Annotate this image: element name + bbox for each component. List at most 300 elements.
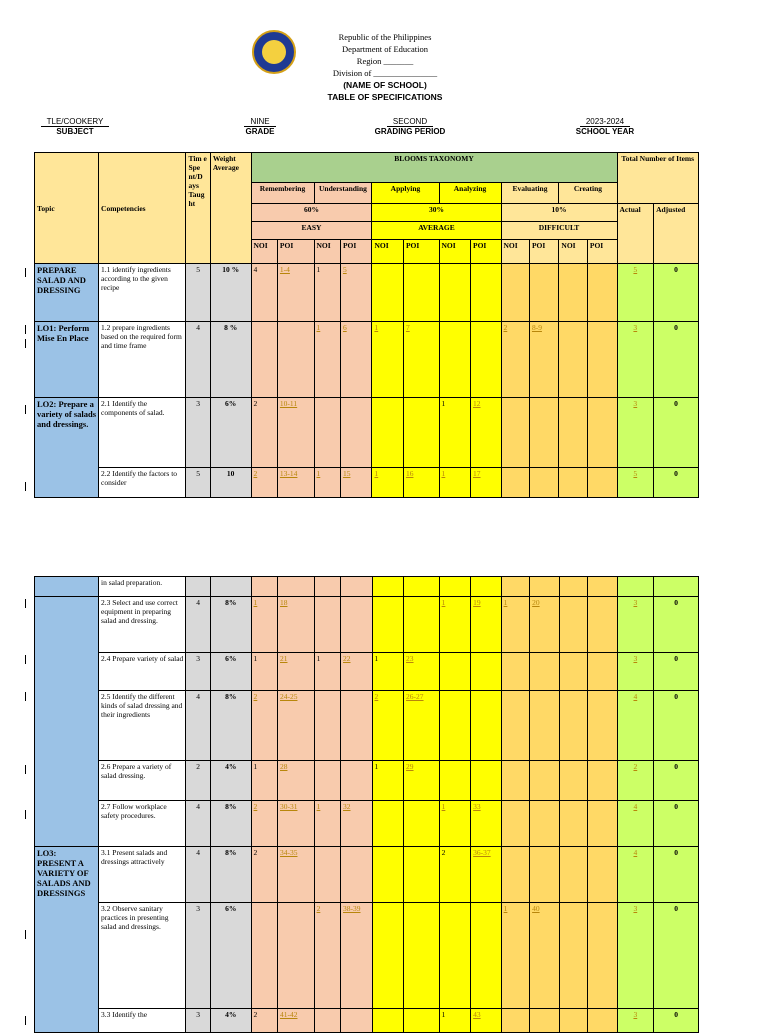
header-division: Division of _______________ xyxy=(332,68,438,78)
noi-cell xyxy=(251,322,277,398)
col-time-header: Tim e Spe nt/D ays Taug ht xyxy=(186,153,210,264)
poi-cell xyxy=(404,847,440,903)
period-label: GRADING PERIOD xyxy=(374,127,446,136)
noi-cell: 1 xyxy=(501,903,529,1009)
adjusted-cell: 0 xyxy=(654,597,699,653)
easy-label: EASY xyxy=(251,222,372,240)
table-row xyxy=(35,903,699,1009)
noi-cell xyxy=(501,761,529,801)
table-row xyxy=(35,468,699,498)
time-spent-cell xyxy=(186,577,210,597)
noi-cell: 2 xyxy=(251,398,277,468)
noi-cell xyxy=(559,903,587,1009)
noi-cell xyxy=(559,801,587,847)
poi-cell xyxy=(530,1009,559,1033)
poi-cell xyxy=(471,761,502,801)
noi-cell xyxy=(501,264,529,322)
poi-cell: 13-14 xyxy=(277,468,314,498)
poi-cell xyxy=(404,597,440,653)
noi-cell xyxy=(501,468,529,498)
competency-cell: 3.2 Observe sanitary practices in presenting salad and dressings. xyxy=(99,903,186,1009)
poi-cell: 41-42 xyxy=(277,1009,314,1033)
poi-cell: 8-9 xyxy=(529,322,558,398)
time-spent-cell: 4 xyxy=(186,597,210,653)
noi-cell: 2 xyxy=(251,847,277,903)
noi-header: NOI xyxy=(251,240,277,264)
poi-cell xyxy=(588,691,617,761)
table-row xyxy=(35,577,699,597)
poi-cell: 18 xyxy=(277,597,314,653)
poi-cell: 30-31 xyxy=(277,801,314,847)
poi-cell: 1-4 xyxy=(277,264,314,322)
actual-cell: 4 xyxy=(617,691,654,761)
noi-cell: 1 xyxy=(439,468,471,498)
poi-cell xyxy=(404,801,440,847)
poi-cell: 33 xyxy=(471,801,502,847)
weight-cell: 4% xyxy=(210,1009,251,1033)
subject-block xyxy=(30,117,120,136)
poi-cell xyxy=(341,761,373,801)
poi-cell xyxy=(530,801,559,847)
noi-cell xyxy=(559,691,587,761)
poi-cell: 6 xyxy=(340,322,372,398)
noi-cell: 2 xyxy=(501,322,529,398)
year-value: 2023-2024 xyxy=(580,117,630,127)
noi-cell xyxy=(501,801,529,847)
poi-cell xyxy=(530,653,559,691)
noi-cell: 1 xyxy=(314,264,340,322)
noi-cell xyxy=(251,903,277,1009)
noi-cell: 4 xyxy=(251,264,277,322)
margin-change-bar xyxy=(25,325,26,334)
noi-cell xyxy=(439,264,471,322)
noi-cell xyxy=(314,597,340,653)
table-row xyxy=(35,847,699,903)
poi-cell xyxy=(529,468,558,498)
poi-cell xyxy=(341,691,373,761)
actual-cell: 5 xyxy=(617,468,654,498)
weight-cell: 10 % xyxy=(210,264,251,322)
poi-cell xyxy=(588,847,617,903)
margin-change-bar xyxy=(25,765,26,774)
grade-value: NINE xyxy=(244,117,275,127)
margin-change-bar xyxy=(25,599,26,608)
topic-cell xyxy=(35,597,99,847)
adjusted-cell: 0 xyxy=(654,264,699,322)
adjusted-header: Adjusted xyxy=(654,204,699,264)
actual-cell: 2 xyxy=(617,761,654,801)
adjusted-cell: 0 xyxy=(654,801,699,847)
actual-cell: 3 xyxy=(617,653,654,691)
actual-cell xyxy=(617,577,654,597)
competency-cell: 2.4 Prepare variety of salad xyxy=(99,653,186,691)
noi-cell xyxy=(372,801,404,847)
noi-header: NOI xyxy=(372,240,404,264)
applying-header: Applying xyxy=(372,183,439,204)
noi-cell: 2 xyxy=(439,847,471,903)
margin-change-bar xyxy=(25,810,26,819)
actual-cell: 4 xyxy=(617,801,654,847)
poi-cell xyxy=(471,653,502,691)
table-row xyxy=(35,597,699,653)
noi-cell xyxy=(314,1009,340,1033)
poi-cell xyxy=(277,322,314,398)
margin-change-bar xyxy=(25,930,26,939)
noi-cell: 1 xyxy=(314,801,340,847)
poi-header: POI xyxy=(277,240,314,264)
adjusted-cell: 0 xyxy=(654,398,699,468)
poi-cell: 34-35 xyxy=(277,847,314,903)
poi-header: POI xyxy=(587,240,617,264)
noi-cell xyxy=(372,903,404,1009)
margin-change-bar xyxy=(25,655,26,664)
weight-cell: 6% xyxy=(210,653,251,691)
adjusted-cell: 0 xyxy=(654,761,699,801)
weight-cell: 4% xyxy=(210,761,251,801)
poi-cell: 26-27 xyxy=(404,691,440,761)
actual-cell: 3 xyxy=(617,322,654,398)
easy-percent: 60% xyxy=(251,204,372,222)
margin-change-bar xyxy=(25,405,26,414)
margin-change-bar xyxy=(25,268,26,277)
poi-cell xyxy=(588,1009,617,1033)
weight-cell: 8% xyxy=(210,847,251,903)
time-spent-cell: 3 xyxy=(186,398,210,468)
margin-change-bar xyxy=(25,692,26,701)
noi-cell xyxy=(439,691,471,761)
remembering-header: Remembering xyxy=(251,183,314,204)
time-spent-cell: 3 xyxy=(186,653,210,691)
subject-label: SUBJECT xyxy=(56,127,94,136)
table-row xyxy=(35,322,699,398)
actual-cell: 3 xyxy=(617,1009,654,1033)
specification-table-page1 xyxy=(34,152,699,498)
weight-cell: 8% xyxy=(210,691,251,761)
noi-cell: 1 xyxy=(439,597,471,653)
average-label: AVERAGE xyxy=(372,222,501,240)
poi-cell: 21 xyxy=(277,653,314,691)
poi-cell xyxy=(587,322,617,398)
poi-cell xyxy=(588,761,617,801)
poi-header: POI xyxy=(340,240,372,264)
poi-cell xyxy=(471,903,502,1009)
noi-cell: 1 xyxy=(439,1009,471,1033)
poi-cell xyxy=(341,847,373,903)
col-weight-header: Weight Average xyxy=(210,153,251,264)
competency-cell: in salad preparation. xyxy=(99,577,186,597)
grade-block xyxy=(230,117,290,136)
poi-header: POI xyxy=(529,240,558,264)
poi-cell xyxy=(341,597,373,653)
poi-header: POI xyxy=(471,240,501,264)
poi-cell: 7 xyxy=(403,322,439,398)
time-spent-cell: 3 xyxy=(186,1009,210,1033)
noi-cell xyxy=(372,1009,404,1033)
poi-cell xyxy=(471,691,502,761)
poi-cell xyxy=(529,264,558,322)
table-row xyxy=(35,398,699,468)
col-competencies-header: Competencies xyxy=(99,153,186,264)
poi-cell: 43 xyxy=(471,1009,502,1033)
difficult-percent: 10% xyxy=(501,204,617,222)
noi-cell: 1 xyxy=(314,468,340,498)
adjusted-cell: 0 xyxy=(654,903,699,1009)
analyzing-header: Analyzing xyxy=(439,183,501,204)
poi-cell xyxy=(471,322,501,398)
poi-cell: 29 xyxy=(404,761,440,801)
poi-cell xyxy=(404,903,440,1009)
adjusted-cell: 0 xyxy=(654,691,699,761)
noi-cell: 1 xyxy=(439,398,471,468)
noi-cell xyxy=(559,264,587,322)
noi-cell: 1 xyxy=(314,653,340,691)
table-row xyxy=(35,1009,699,1033)
weight-cell: 8% xyxy=(210,597,251,653)
header-region: Region _______ xyxy=(356,56,414,66)
noi-cell xyxy=(501,653,529,691)
col-topic-header: Topic xyxy=(35,153,99,264)
actual-cell: 5 xyxy=(617,264,654,322)
noi-cell: 1 xyxy=(251,653,277,691)
noi-cell: 1 xyxy=(372,322,404,398)
period-value: SECOND xyxy=(387,117,433,127)
weight-cell xyxy=(210,577,251,597)
competency-cell: 3.3 Identify the xyxy=(99,1009,186,1033)
noi-cell xyxy=(501,577,529,597)
average-percent: 30% xyxy=(372,204,501,222)
evaluating-header: Evaluating xyxy=(501,183,559,204)
time-spent-cell: 5 xyxy=(186,468,210,498)
noi-cell xyxy=(372,597,404,653)
noi-header: NOI xyxy=(439,240,471,264)
noi-cell: 2 xyxy=(251,801,277,847)
competency-cell: 2.7 Follow workplace safety procedures. xyxy=(99,801,186,847)
time-spent-cell: 4 xyxy=(186,801,210,847)
poi-cell: 32 xyxy=(341,801,373,847)
noi-cell xyxy=(372,398,404,468)
adjusted-cell: 0 xyxy=(654,468,699,498)
table-row xyxy=(35,691,699,761)
noi-cell xyxy=(314,691,340,761)
poi-cell xyxy=(341,577,373,597)
poi-cell: 12 xyxy=(471,398,501,468)
poi-cell: 10-11 xyxy=(277,398,314,468)
noi-cell: 1 xyxy=(439,801,471,847)
competency-cell: 2.1 Identify the components of salad. xyxy=(99,398,186,468)
noi-cell xyxy=(501,691,529,761)
poi-cell: 19 xyxy=(471,597,502,653)
topic-cell: LO2: Prepare a variety of salads and dressings. xyxy=(35,398,99,498)
noi-cell: 1 xyxy=(372,761,404,801)
weight-cell: 8% xyxy=(210,801,251,847)
noi-cell: 2 xyxy=(251,691,277,761)
time-spent-cell: 4 xyxy=(186,847,210,903)
noi-cell xyxy=(439,577,471,597)
topic-cell xyxy=(35,577,99,597)
poi-cell: 15 xyxy=(340,468,372,498)
noi-header: NOI xyxy=(501,240,529,264)
weight-cell: 6% xyxy=(210,903,251,1009)
poi-cell xyxy=(530,847,559,903)
poi-header: POI xyxy=(403,240,439,264)
understanding-header: Understanding xyxy=(314,183,372,204)
noi-header: NOI xyxy=(314,240,340,264)
poi-cell xyxy=(403,398,439,468)
noi-cell xyxy=(559,398,587,468)
noi-cell: 2 xyxy=(251,468,277,498)
margin-change-bar xyxy=(25,482,26,491)
header-department: Department of Education xyxy=(342,44,428,54)
poi-cell: 38-39 xyxy=(341,903,373,1009)
poi-cell xyxy=(588,801,617,847)
poi-cell xyxy=(587,398,617,468)
poi-cell xyxy=(341,1009,373,1033)
noi-cell: 1 xyxy=(501,597,529,653)
poi-cell xyxy=(403,264,439,322)
total-items-header: Total Number of Items xyxy=(617,153,699,204)
noi-cell xyxy=(559,468,587,498)
creating-header: Creating xyxy=(559,183,617,204)
adjusted-cell: 0 xyxy=(654,847,699,903)
poi-cell xyxy=(471,577,502,597)
noi-cell xyxy=(439,322,471,398)
header-doc-title: TABLE OF SPECIFICATIONS xyxy=(327,92,443,102)
adjusted-cell: 0 xyxy=(654,1009,699,1033)
table-row xyxy=(35,801,699,847)
competency-cell: 2.2 Identify the factors to consider xyxy=(99,468,186,498)
actual-cell: 3 xyxy=(617,903,654,1009)
poi-cell: 24-25 xyxy=(277,691,314,761)
actual-cell: 3 xyxy=(617,597,654,653)
table-row xyxy=(35,264,699,322)
noi-cell: 1 xyxy=(314,322,340,398)
noi-cell xyxy=(439,653,471,691)
noi-cell xyxy=(559,577,587,597)
blooms-taxonomy-header: BLOOMS TAXONOMY xyxy=(251,153,617,183)
margin-change-bar xyxy=(25,339,26,348)
noi-cell xyxy=(251,577,277,597)
noi-cell xyxy=(372,577,404,597)
poi-cell xyxy=(587,468,617,498)
competency-cell: 2.3 Select and use correct equipment in preparing salad and dressing. xyxy=(99,597,186,653)
header-republic: Republic of the Philippines xyxy=(338,32,432,42)
adjusted-cell xyxy=(654,577,699,597)
poi-cell xyxy=(530,577,559,597)
noi-cell: 1 xyxy=(251,597,277,653)
table-row xyxy=(35,761,699,801)
header-school-name: (NAME OF SCHOOL) xyxy=(343,80,427,90)
poi-cell: 23 xyxy=(404,653,440,691)
poi-cell xyxy=(588,577,617,597)
poi-cell xyxy=(530,761,559,801)
actual-cell: 4 xyxy=(617,847,654,903)
poi-cell: 36-37 xyxy=(471,847,502,903)
poi-cell: 40 xyxy=(530,903,559,1009)
time-spent-cell: 5 xyxy=(186,264,210,322)
noi-cell xyxy=(372,847,404,903)
poi-cell xyxy=(530,691,559,761)
year-label: SCHOOL YEAR xyxy=(575,127,635,136)
competency-cell: 3.1 Present salads and dressings attractively xyxy=(99,847,186,903)
poi-cell xyxy=(588,903,617,1009)
noi-cell xyxy=(314,847,340,903)
adjusted-cell: 0 xyxy=(654,322,699,398)
weight-cell: 10 xyxy=(210,468,251,498)
topic-cell: LO1: Perform Mise En Place xyxy=(35,322,99,398)
poi-cell xyxy=(277,577,314,597)
noi-cell: 1 xyxy=(251,761,277,801)
poi-cell xyxy=(404,577,440,597)
noi-cell xyxy=(439,903,471,1009)
noi-cell xyxy=(314,398,340,468)
poi-cell xyxy=(588,597,617,653)
competency-cell: 2.6 Prepare a variety of salad dressing. xyxy=(99,761,186,801)
poi-cell: 22 xyxy=(341,653,373,691)
noi-cell xyxy=(559,653,587,691)
weight-cell: 6% xyxy=(210,398,251,468)
poi-cell xyxy=(529,398,558,468)
topic-cell: LO3: PRESENT A VARIETY OF SALADS AND DRESSINGS xyxy=(35,847,99,1033)
noi-cell: 2 xyxy=(251,1009,277,1033)
noi-cell xyxy=(501,398,529,468)
poi-cell xyxy=(404,1009,440,1033)
poi-cell xyxy=(587,264,617,322)
actual-header: Actual xyxy=(617,204,654,264)
noi-cell xyxy=(439,761,471,801)
table-row xyxy=(35,653,699,691)
noi-cell xyxy=(314,761,340,801)
poi-cell xyxy=(471,264,501,322)
weight-cell: 8 % xyxy=(210,322,251,398)
time-spent-cell: 4 xyxy=(186,691,210,761)
time-spent-cell: 3 xyxy=(186,903,210,1009)
noi-cell xyxy=(559,847,587,903)
difficult-label: DIFFICULT xyxy=(501,222,617,240)
poi-cell: 28 xyxy=(277,761,314,801)
poi-cell xyxy=(340,398,372,468)
noi-cell: 2 xyxy=(372,691,404,761)
poi-cell: 5 xyxy=(340,264,372,322)
time-spent-cell: 4 xyxy=(186,322,210,398)
competency-cell: 2.5 Identify the different kinds of salad dressing and their ingredients xyxy=(99,691,186,761)
noi-header: NOI xyxy=(559,240,587,264)
noi-cell xyxy=(372,264,404,322)
poi-cell: 16 xyxy=(403,468,439,498)
topic-cell: PREPARE SALAD AND DRESSING xyxy=(35,264,99,322)
noi-cell xyxy=(501,847,529,903)
period-block xyxy=(360,117,460,136)
year-block xyxy=(555,117,655,136)
noi-cell xyxy=(559,597,587,653)
grade-label: GRADE xyxy=(245,127,275,136)
time-spent-cell: 2 xyxy=(186,761,210,801)
noi-cell xyxy=(314,577,340,597)
poi-cell: 17 xyxy=(471,468,501,498)
specification-table-page2 xyxy=(34,576,699,1033)
noi-cell: 1 xyxy=(372,653,404,691)
poi-cell xyxy=(277,903,314,1009)
noi-cell xyxy=(559,322,587,398)
competency-cell: 1.2 prepare ingredients based on the required form and time frame xyxy=(99,322,186,398)
subject-value: TLE/COOKERY xyxy=(41,117,110,127)
competency-cell: 1.1 identify ingredients according to the given recipe xyxy=(99,264,186,322)
actual-cell: 3 xyxy=(617,398,654,468)
poi-cell: 20 xyxy=(530,597,559,653)
adjusted-cell: 0 xyxy=(654,653,699,691)
poi-cell xyxy=(588,653,617,691)
noi-cell xyxy=(501,1009,529,1033)
noi-cell: 2 xyxy=(314,903,340,1009)
